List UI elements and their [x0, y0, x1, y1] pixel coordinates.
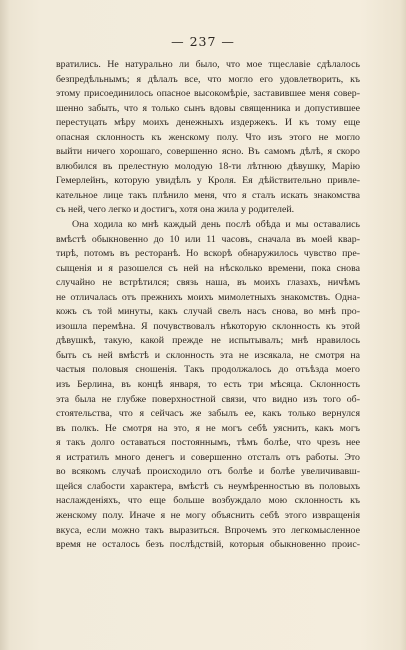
text-line: наслажденіяхъ, что еще больше возбуждало мою склонность къ	[56, 495, 360, 507]
text-line: щейся слабости характера, вмѣстѣ съ неумѣренностью въ половыхъ	[56, 480, 360, 492]
text-line: вкуса, если можно такъ выразиться. Впрочемъ это легкомысленное	[56, 524, 360, 536]
text-line: быть съ ней вмѣстѣ и склонность эта не изсякала, не смотря на	[56, 349, 360, 361]
text-line: изъ Берлина, въ концѣ января, то есть три мѣсяца. Склонность	[56, 379, 360, 391]
text-line: Она ходила ко мнѣ каждый день послѣ обѣда и мы оставались	[72, 219, 360, 231]
text-line: изошла перемѣна. Я почувствовалъ нѣкоторую склонность къ этой	[56, 320, 360, 332]
text-line: я такъ долго оставаться постояннымъ, тѣмъ болѣе, что чрезъ нее	[56, 437, 360, 449]
text-line: кательное лице такъ плѣнило меня, что я сталъ искать знакомства	[56, 189, 360, 201]
text-line: во всякомъ случаѣ происходило отъ болѣе и болѣе увеличивавш-	[56, 466, 360, 478]
text-line: дѣвушкѣ, такую, какой прежде не испытывалъ; мнѣ нравилось	[56, 335, 360, 347]
text-line: выйти ничего хорошаго, совершенно ясно. Въ самомъ дѣлѣ, я скоро	[56, 146, 360, 158]
text-line: перестуцать мѣру моихъ денежныхъ издержекъ. И къ тому еще	[56, 117, 360, 129]
text-line: безпредѣльнымъ; я дѣлалъ все, что могло его удовлетворить, къ	[56, 73, 360, 85]
body-text	[56, 58, 360, 553]
text-line: въ полкъ. Не смотря на это, я не могъ себѣ уяснить, какъ могъ	[56, 422, 360, 434]
text-line: стоятельства, что я сейчасъ же забылъ ее, какъ только вернулся	[56, 408, 360, 420]
text-line: съ ней, чего легко и достигъ, хотя она жила у родителей.	[56, 204, 295, 216]
text-line: этому присоединилось опасное высокомѣріе, заставившее меня совер-	[56, 88, 360, 100]
text-line: сыщенія и я разошелся съ ней на нѣсколько времени, пока снова	[56, 262, 360, 274]
text-line: Гемерлейнъ, которую увидѣлъ у Кроля. Ея дѣйствительно привле-	[56, 175, 360, 187]
text-line: шенно забыть, что я только сынъ вдовы священника и допустившее	[56, 102, 360, 114]
text-line: вмѣстѣ обыкновенно до 10 или 11 часовъ, сначала въ моей квар-	[56, 233, 360, 245]
text-line: я истратилъ много денегъ и совершенно отсталъ отъ работы. Это	[56, 451, 360, 463]
text-line: вратились. Не натурально ли было, что мое тщеславіе сдѣлалось	[56, 59, 360, 70]
text-line: не отличалась отъ прежнихъ моихъ мимолетныхъ знакомствъ. Одна-	[56, 291, 360, 303]
text-line: эта была не глубже поверхностной связи, что видно изъ того об-	[56, 393, 360, 405]
text-line: тирѣ, потомъ въ ресторанѣ. Но вскорѣ обнаружилось чувство пре-	[56, 248, 360, 260]
page-number: — 237 —	[171, 34, 235, 49]
text-line: влюбился въ прелестную молодую 18-ти лѣтнюю дѣвушку, Марію	[56, 160, 360, 172]
text-line: время не осталось безъ послѣдствій, которыя обыкновенно проис-	[56, 539, 360, 551]
text-line: кожъ съ той минуты, какъ случай свелъ насъ снова, во мнѣ про-	[56, 306, 360, 318]
text-line: опасная склонность къ женскому полу. Что изъ этого не могло	[56, 131, 360, 143]
text-line: частыя половыя сношенія. Такъ продолжалось до отъѣзда моего	[56, 364, 360, 376]
text-line: женскому полу. Иначе я не могу объяснить себѣ этого извращенія	[56, 509, 360, 521]
text-line: случайно не встрѣтился; связь наша, въ моихъ глазахъ, ничѣмъ	[56, 277, 360, 289]
